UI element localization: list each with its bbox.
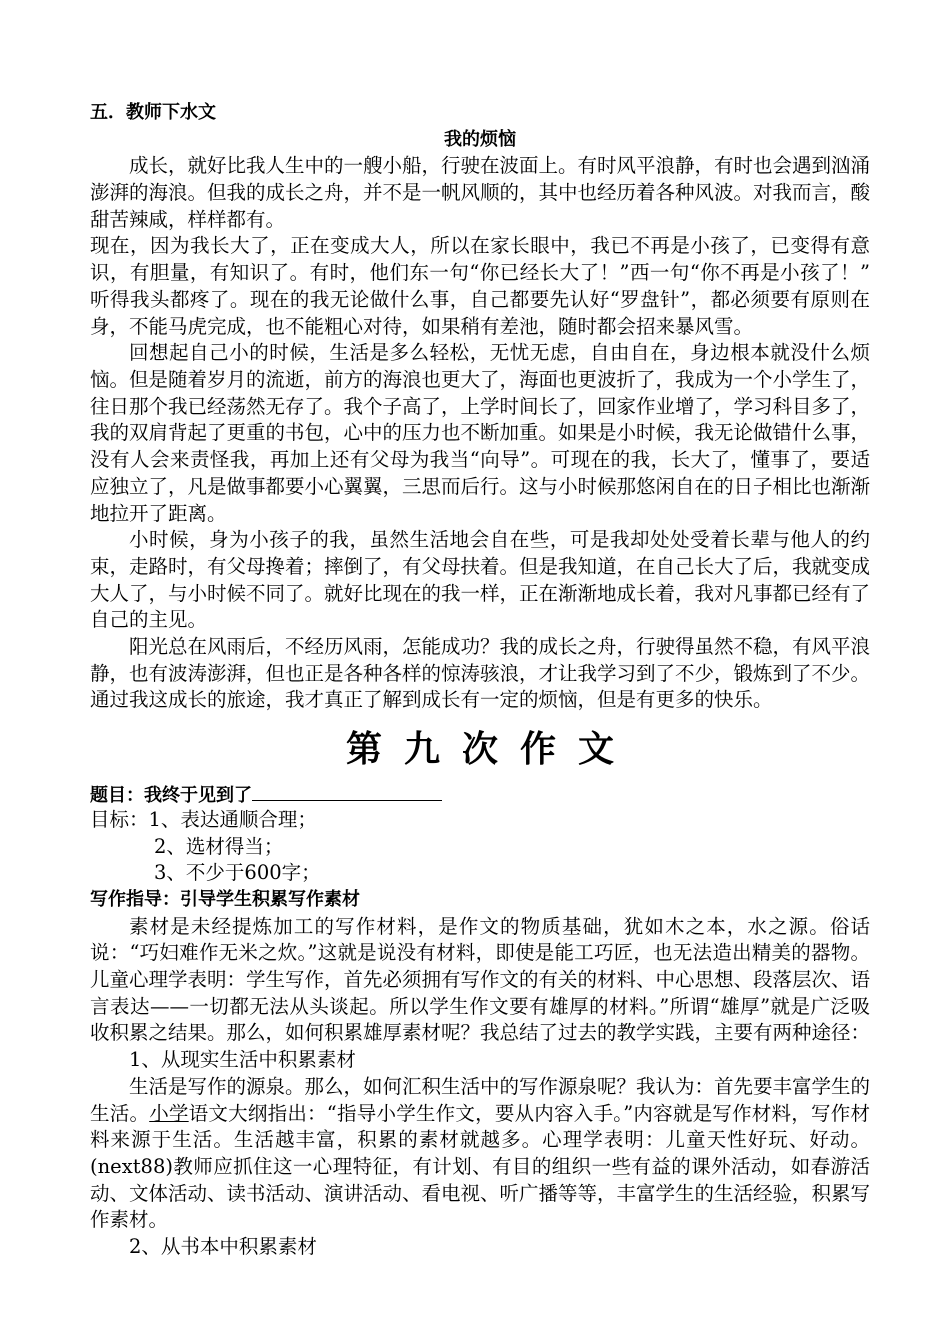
essay-paragraph: 回想起自己小的时候，生活是多么轻松，无忧无虑，自由自在，身边根本就没什么烦恼。但是随着岁月的流逝，前方的海浪也更大了，海面也更波折了，我成为一个小学生了，往日那个我已经荡然无存了。我个子高了，上学时间长了，回家作业增了，学习科目多了，我的双肩背起了更重的书包，心中的压力也不断加重。如果是小时候，我无论做错什么事，没有人会来责怪我，再加上还有父母为我当“向导”。可现在的我，长大了，懂事了，要适应独立了，凡是做事都要小心翼翼，三思而后行。这与小时候那悠闲自在的日子相比也渐渐地拉开了距离。 (90, 341, 871, 525)
guide-heading: 写作指导：引导学生积累写作素材 (90, 888, 360, 910)
guide-paragraph: 素材是未经提炼加工的写作材料，是作文的物质基础，犹如木之本，水之源。俗话说：“巧妇难作无米之炊。”这就是说没有材料，即使是能工巧匠，也无法造出精美的器物。儿童心理学表明：学生写作，首先必须拥有写作文的有关的材料、中心思想、段落层次、语言表达——一切都无法从头谈起。所以学生作文要有雄厚的材料。”所谓“雄厚”就是广泛吸收积累之结果。那么，如何积累雄厚素材呢？我总结了过去的教学实践，主要有两种途径： (90, 914, 871, 1045)
assignment-title: 第九次作文 (345, 728, 636, 771)
goal-item: 1、表达通顺合理； (148, 807, 317, 831)
essay-paragraph: 阳光总在风雨后，不经历风雨，怎能成功？我的成长之舟，行驶得虽然不稳，有风平浪静，也有波涛澎湃，但也正是各种各样的惊涛骇浪，才让我学习到了不少，锻炼到了不少。通过我这成长的旅途，我才真正了解到成长有一定的烦恼，但是有更多的快乐。 (90, 635, 871, 712)
guide-subheading: 1、从现实生活中积累素材 (129, 1048, 356, 1072)
document-page (90, 100, 870, 1261)
guide-subheading: 2、从书本中积累素材 (129, 1235, 317, 1259)
essay-paragraph: 现在，因为我长大了，正在变成大人，所以在家长眼中，我已不再是小孩了，已变得有意识，有胆量，有知识了。有时，他们东一句“你已经长大了！”西一句“你不再是小孩了！” 听得我头都疼了。现在的我无论做什么事，自己都要先认好“罗盘针”，都必须要有原则在身，不能马虎完成，也不能粗心对待，如果稍有差池，随时都会招来暴风雪。 (90, 234, 870, 338)
goals-label: 目标： (90, 807, 149, 831)
goal-item: 3、不少于600字； (154, 861, 321, 885)
essay-paragraph: 小时候，身为小孩子的我，虽然生活地会自在些，可是我却处处受着长辈与他人的约束，走路时，有父母搀着；摔倒了，有父母扶着。但是我知道，在自己长大了后，我就变成大人了，与小时候不同了。就好比现在的我一样，正在渐渐地成长着，我对凡事都已经有了自己的主见。 (90, 528, 871, 632)
section-heading: 五．教师下水文 (90, 102, 216, 123)
text-run: 语文大纲指出：“指导小学生作文，要从内容入手。”内容就是写作材料，写作材料来源于生活。生活越丰富，积累的素材就越多。心理学表明：儿童天性好玩、好动。(next88)教师应抓住这一心理特征，有计划、有目的组织一些有益的课外活动，如春游活动、文体活动、读书活动、演讲活动、看电视、听广播等等，丰富学生的生活经验，积累写作素材。 (90, 1101, 871, 1232)
essay-paragraph: 成长，就好比我人生中的一艘小船，行驶在波面上。有时风平浪静，有时也会遇到汹涌澎湃的海浪。但我的成长之舟，并不是一帆风顺的，其中也经历着各种风波。对我而言，酸甜苦辣咸，样样都有。 (90, 154, 871, 231)
underlined-text: 小学 (149, 1101, 189, 1125)
goal-line (90, 834, 870, 861)
topic-line (90, 780, 870, 807)
goal-line (90, 807, 870, 834)
guide-paragraph (90, 1074, 870, 1234)
topic-label: 题目：我终于见到了 (90, 785, 252, 807)
essay-title: 我的烦恼 (444, 128, 516, 150)
goal-line (90, 860, 870, 887)
goal-item: 2、选材得当； (154, 834, 284, 858)
text-run: 生活是写作的源泉。那么，如何汇积生活中的写作源泉呢？我认为：首先要丰富学生的生活。 (90, 1074, 871, 1125)
topic-blank-line (252, 780, 442, 801)
